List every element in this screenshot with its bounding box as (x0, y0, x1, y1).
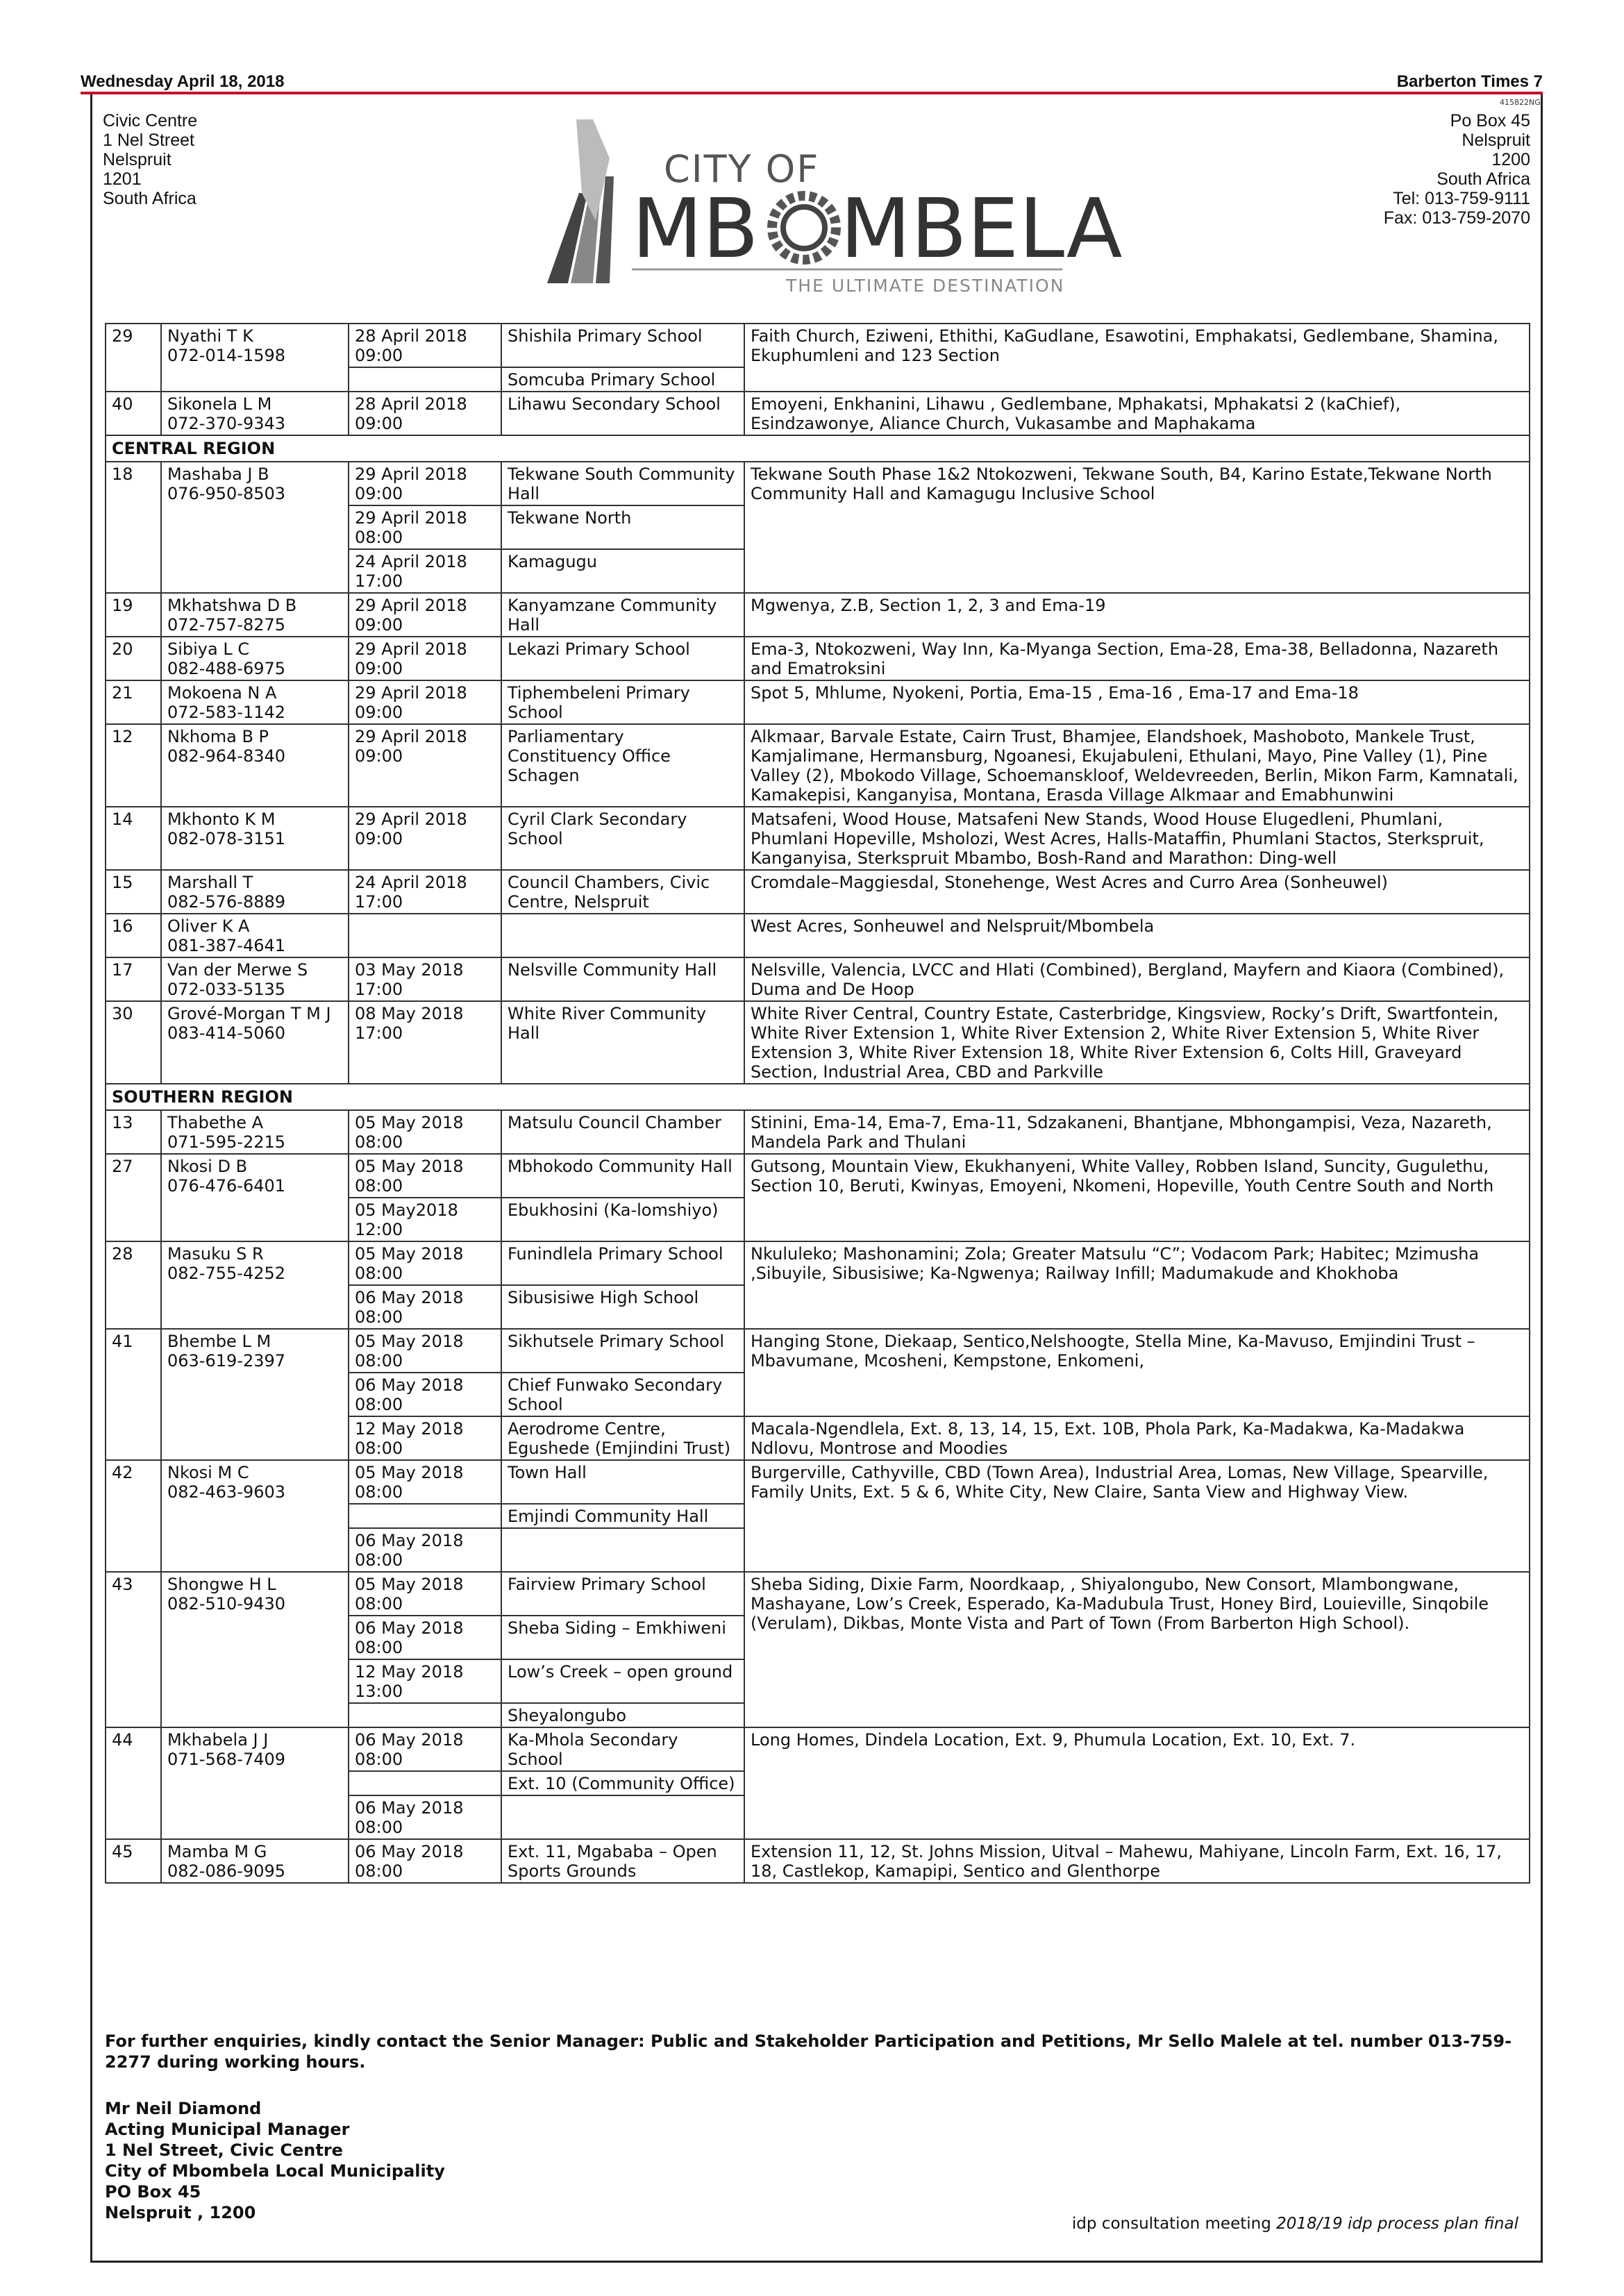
session-venue: Cyril Clark Secondary School (501, 807, 744, 870)
signoff-line: PO Box 45 (105, 2182, 201, 2202)
session-datetime (349, 1001, 501, 1084)
logo-tagline: THE ULTIMATE DESTINATION (786, 276, 1065, 296)
session-time: 08:00 (355, 1550, 403, 1570)
councillor-cell (161, 957, 349, 1001)
session-time: 09:00 (355, 746, 403, 766)
councillor-phone: 082-755-4252 (167, 1264, 286, 1283)
session-date: 08 May 2018 (355, 1004, 464, 1023)
ad-code: 415822NG (1500, 98, 1541, 107)
session-time: 08:00 (355, 1176, 403, 1196)
areas-covered: Extension 11, 12, St. Johns Mission, Uitval – Mahewu, Mahiyane, Lincoln Farm, Ext. 16, 17, 18, Castlekop, Kamapipi, Sentico and Glenthorpe (744, 1839, 1530, 1883)
session-venue: Mbhokodo Community Hall (501, 1154, 744, 1198)
session-datetime (349, 324, 501, 367)
session-date: 05 May 2018 (355, 1157, 464, 1176)
councillor-name: Nkosi D B (167, 1157, 248, 1176)
session-date: 29 April 2018 (355, 639, 467, 659)
reference-label: idp consultation meeting (1071, 2215, 1277, 2233)
councillor-cell (161, 1727, 349, 1839)
session-time: 09:00 (355, 829, 403, 848)
areas-covered: Faith Church, Eziweni, Ethithi, KaGudlane, Esawotini, Emphakatsi, Gedlembane, Shamina, Ekuphumleni and 123 Section (744, 324, 1530, 392)
areas-covered: Cromdale–Maggiesdal, Stonehenge, West Acres and Curro Area (Sonheuwel) (744, 870, 1530, 914)
councillor-cell (161, 724, 349, 807)
session-date: 29 April 2018 (355, 596, 467, 615)
councillor-cell (161, 914, 349, 957)
session-time: 08:00 (355, 1439, 403, 1458)
session-time: 17:00 (355, 1023, 403, 1043)
session-date: 29 April 2018 (355, 683, 467, 703)
session-datetime (349, 870, 501, 914)
ward-number: 42 (106, 1460, 161, 1572)
ward-row (106, 914, 1530, 957)
councillor-name: Bhembe L M (167, 1332, 271, 1351)
session-venue: Sheba Siding – Emkhiweni (501, 1616, 744, 1659)
session-datetime (349, 1198, 501, 1241)
session-datetime (349, 1572, 501, 1616)
session-time: 08:00 (355, 1638, 403, 1657)
logo-city-of: CITY OF (664, 147, 820, 191)
region-heading: CENTRAL REGION (106, 435, 1530, 462)
session-datetime (349, 1703, 501, 1727)
ward-number: 14 (106, 807, 161, 870)
councillor-name: Mkhabela J J (167, 1730, 269, 1750)
ward-row (106, 392, 1530, 435)
region-heading: SOUTHERN REGION (106, 1084, 1530, 1110)
ward-row (106, 724, 1530, 807)
address-line: Nelspruit (1462, 131, 1530, 150)
areas-covered: Nkululeko; Mashonamini; Zola; Greater Matsulu “C”; Vodacom Park; Habitec; Mzimusha ,Sibuyile, Sibusisiwe; Ka-Ngwenya; Railway Infill; Madumakude and Khokhoba (744, 1241, 1530, 1329)
session-datetime (349, 957, 501, 1001)
councillor-phone: 082-510-9430 (167, 1594, 286, 1614)
ward-row (106, 870, 1530, 914)
councillor-name: Sikonela L M (167, 394, 272, 414)
consultation-schedule-table (105, 323, 1530, 1884)
ward-number: 45 (106, 1839, 161, 1883)
session-datetime (349, 1795, 501, 1839)
session-venue: Ext. 11, Mgababa – Open Sports Grounds (501, 1839, 744, 1883)
ward-row (106, 324, 1530, 367)
session-time: 17:00 (355, 980, 403, 999)
session-venue: Parliamentary Constituency Office Schagen (501, 724, 744, 807)
session-venue: Funindlela Primary School (501, 1241, 744, 1285)
councillor-phone: 076-476-6401 (167, 1176, 286, 1196)
session-datetime (349, 807, 501, 870)
session-datetime (349, 1154, 501, 1198)
session-time: 17:00 (355, 571, 403, 591)
session-time: 08:00 (355, 1818, 403, 1837)
session-time: 13:00 (355, 1682, 403, 1701)
logo-mbela: MBELA (840, 181, 1123, 276)
session-venue: Ext. 10 (Community Office) (501, 1771, 744, 1795)
session-date: 06 May 2018 (355, 1531, 464, 1550)
session-date: 29 April 2018 (355, 464, 467, 484)
masthead-date: Wednesday April 18, 2018 (81, 72, 285, 91)
session-datetime (349, 724, 501, 807)
session-date: 06 May 2018 (355, 1730, 464, 1750)
councillor-name: Nkosi M C (167, 1463, 249, 1482)
session-venue: Lekazi Primary School (501, 637, 744, 680)
session-venue: Matsulu Council Chamber (501, 1110, 744, 1154)
ward-number: 17 (106, 957, 161, 1001)
councillor-phone: 072-033-5135 (167, 980, 286, 999)
session-date: 05 May 2018 (355, 1332, 464, 1351)
session-venue: Kamagugu (501, 549, 744, 593)
session-venue (501, 1795, 744, 1839)
councillor-cell (161, 324, 349, 392)
session-venue: Sibusisiwe High School (501, 1285, 744, 1329)
session-datetime (349, 367, 501, 392)
session-venue: Emjindi Community Hall (501, 1504, 744, 1528)
address-line: South Africa (103, 189, 196, 208)
session-datetime (349, 593, 501, 637)
ward-row (106, 1154, 1530, 1198)
areas-covered: Stinini, Ema-14, Ema-7, Ema-11, Sdzakaneni, Bhantjane, Mbhongampisi, Veza, Nazareth, Mandela Park and Thulani (744, 1110, 1530, 1154)
ward-row (106, 1110, 1530, 1154)
councillor-cell (161, 593, 349, 637)
ward-number: 15 (106, 870, 161, 914)
session-venue: Sheyalongubo (501, 1703, 744, 1727)
ward-number: 21 (106, 680, 161, 724)
ward-row (106, 1329, 1530, 1373)
session-time: 08:00 (355, 1307, 403, 1327)
areas-covered: Sheba Siding, Dixie Farm, Noordkaap, , Shiyalongubo, New Consort, Mlambongwane, Mashayane, Low’s Creek, Esperado, Ka-Madubula Trust, Honey Bird, Louieville, Sinqobile (Verulam), Dikbas, Monte Vista and Part of Town (From Barberton High School). (744, 1572, 1530, 1727)
session-time: 08:00 (355, 1264, 403, 1283)
session-time: 08:00 (355, 1351, 403, 1371)
ward-row (106, 637, 1530, 680)
signoff-line: Nelspruit , 1200 (105, 2203, 256, 2222)
session-venue: Council Chambers, Civic Centre, Nelspruit (501, 870, 744, 914)
session-date: 06 May 2018 (355, 1375, 464, 1395)
councillor-name: Sibiya L C (167, 639, 250, 659)
signoff-block (105, 2098, 445, 2223)
councillor-phone: 082-576-8889 (167, 892, 286, 912)
councillor-phone: 071-568-7409 (167, 1750, 286, 1769)
councillor-name: Nkhoma B P (167, 727, 269, 746)
ward-number: 28 (106, 1241, 161, 1329)
councillor-name: Mkhonto K M (167, 810, 276, 829)
session-venue: Aerodrome Centre, Egushede (Emjindini Trust) (501, 1416, 744, 1460)
session-datetime (349, 1285, 501, 1329)
session-date: 28 April 2018 (355, 394, 467, 414)
session-time: 09:00 (355, 703, 403, 722)
councillor-name: Mokoena N A (167, 683, 277, 703)
ward-row (106, 1727, 1530, 1771)
ward-number: 44 (106, 1727, 161, 1839)
ward-row (106, 1241, 1530, 1285)
session-date: 05 May 2018 (355, 1244, 464, 1264)
session-datetime (349, 1416, 501, 1460)
session-time: 08:00 (355, 528, 403, 547)
areas-covered: Alkmaar, Barvale Estate, Cairn Trust, Bhamjee, Elandshoek, Mashoboto, Mankele Trust, Kamjalimane, Hermansburg, Ngoanesi, Ekujabuleni, Ethulani, Mayo, Pine Valley (1), Pine Valley (2), Mbokodo Village, Schoemanskloof, Weldevreeden, Berlin, Mikon Farm, Kamnatali, Kamakepisi, Kanganyisa, Montana, Erasda Village Alkmaar and Emabhunwini (744, 724, 1530, 807)
session-venue: Chief Funwako Secondary School (501, 1373, 744, 1416)
enquiries-note: For further enquiries, kindly contact the Senior Manager: Public and Stakeholder Participation and Petitions, Mr Sello Malele at tel. number 013-759-2277 during working hours. (105, 2031, 1512, 2072)
session-date: 03 May 2018 (355, 960, 464, 980)
councillor-phone: 082-086-9095 (167, 1861, 286, 1881)
session-venue: Somcuba Primary School (501, 367, 744, 392)
councillor-cell (161, 870, 349, 914)
address-line: Fax: 013-759-2070 (1383, 208, 1530, 228)
areas-covered: Burgerville, Cathyville, CBD (Town Area), Industrial Area, Lomas, New Village, Spearville, Family Units, Ext. 5 & 6, White City, New Claire, Santa View and Highway View. (744, 1460, 1530, 1572)
session-time: 08:00 (355, 1594, 403, 1614)
session-datetime (349, 1771, 501, 1795)
address-line: Nelspruit (103, 150, 171, 169)
ward-number: 40 (106, 392, 161, 435)
ward-row (106, 957, 1530, 1001)
councillor-cell (161, 637, 349, 680)
ward-number: 27 (106, 1154, 161, 1241)
session-datetime (349, 1241, 501, 1285)
councillor-name: Oliver K A (167, 916, 250, 936)
address-line: 1 Nel Street (103, 131, 195, 150)
councillor-name: Shongwe H L (167, 1575, 276, 1594)
session-date: 06 May 2018 (355, 1798, 464, 1818)
councillor-phone: 082-964-8340 (167, 746, 286, 766)
councillor-cell (161, 1154, 349, 1241)
session-venue: Kanyamzane Community Hall (501, 593, 744, 637)
areas-covered: Macala-Ngendlela, Ext. 8, 13, 14, 15, Ext. 10B, Phola Park, Ka-Madakwa, Ka-Madakwa Ndlovu, Montrose and Moodies (744, 1416, 1530, 1460)
areas-covered: Mgwenya, Z.B, Section 1, 2, 3 and Ema-19 (744, 593, 1530, 637)
councillor-name: Grové-Morgan T M J (167, 1004, 331, 1023)
session-time: 17:00 (355, 892, 403, 912)
session-date: 05 May 2018 (355, 1463, 464, 1482)
reference-title: 2018/19 idp process plan final (1276, 2215, 1518, 2233)
session-datetime (349, 1504, 501, 1528)
ward-number: 41 (106, 1329, 161, 1460)
councillor-name: Van der Merwe S (167, 960, 308, 980)
session-venue: Tiphembeleni Primary School (501, 680, 744, 724)
ward-number: 18 (106, 462, 161, 593)
ward-number: 29 (106, 324, 161, 392)
session-datetime (349, 1839, 501, 1883)
session-datetime (349, 1110, 501, 1154)
ward-row (106, 1572, 1530, 1616)
session-datetime (349, 1659, 501, 1703)
session-time: 08:00 (355, 1132, 403, 1152)
areas-covered: Ema-3, Ntokozweni, Way Inn, Ka-Myanga Section, Ema-28, Ema-38, Belladonna, Nazareth and Ematroksini (744, 637, 1530, 680)
address-line: Po Box 45 (1450, 111, 1530, 131)
ward-number: 16 (106, 914, 161, 957)
session-venue: Sikhutsele Primary School (501, 1329, 744, 1373)
session-date: 06 May 2018 (355, 1288, 464, 1307)
session-date: 24 April 2018 (355, 552, 467, 571)
signoff-line: Acting Municipal Manager (105, 2120, 350, 2139)
address-line: 1201 (103, 169, 142, 189)
councillor-phone: 076-950-8503 (167, 484, 286, 503)
session-venue: Ka-Mhola Secondary School (501, 1727, 744, 1771)
councillor-phone: 072-583-1142 (167, 703, 286, 722)
session-datetime (349, 1329, 501, 1373)
session-time: 09:00 (355, 615, 403, 635)
areas-covered: Hanging Stone, Diekaap, Sentico,Nelshoogte, Stella Mine, Ka-Mavuso, Emjindini Trust – Mbavumane, Mcosheni, Kempstone, Enkomeni, (744, 1329, 1530, 1416)
session-date: 06 May 2018 (355, 1618, 464, 1638)
session-datetime (349, 549, 501, 593)
signoff-line: City of Mbombela Local Municipality (105, 2161, 445, 2181)
session-date: 05 May2018 (355, 1200, 458, 1220)
city-of-mbombela-logo (528, 110, 1123, 297)
ward-number: 13 (106, 1110, 161, 1154)
session-venue: White River Community Hall (501, 1001, 744, 1084)
councillor-phone: 063-619-2397 (167, 1351, 286, 1371)
session-datetime (349, 505, 501, 549)
councillor-phone: 072-014-1598 (167, 346, 286, 365)
areas-covered: West Acres, Sonheuwel and Nelspruit/Mbombela (744, 914, 1530, 957)
address-line: South Africa (1437, 169, 1530, 189)
session-date: 12 May 2018 (355, 1662, 464, 1682)
councillor-name: Nyathi T K (167, 326, 253, 346)
session-datetime (349, 462, 501, 505)
ward-number: 19 (106, 593, 161, 637)
session-venue: Low’s Creek – open ground (501, 1659, 744, 1703)
councillor-name: Mkhatshwa D B (167, 596, 297, 615)
councillor-cell (161, 392, 349, 435)
areas-covered: Gutsong, Mountain View, Ekukhanyeni, White Valley, Robben Island, Suncity, Gugulethu, Section 10, Beruti, Kwinyas, Emoyeni, Nkomeni, Hopeville, Youth Centre South and North (744, 1154, 1530, 1241)
address-line: Civic Centre (103, 111, 198, 131)
session-venue: Fairview Primary School (501, 1572, 744, 1616)
session-time: 09:00 (355, 484, 403, 503)
session-datetime (349, 1460, 501, 1504)
councillor-phone: 082-488-6975 (167, 659, 286, 678)
councillor-phone: 072-370-9343 (167, 414, 286, 433)
session-datetime (349, 1727, 501, 1771)
logo-mb: MB (632, 181, 759, 276)
region-header-row (106, 1084, 1530, 1110)
councillor-cell (161, 1110, 349, 1154)
session-date: 29 April 2018 (355, 508, 467, 528)
councillor-name: Mashaba J B (167, 464, 269, 484)
session-date: 05 May 2018 (355, 1113, 464, 1132)
councillor-name: Marshall T (167, 873, 253, 892)
ward-row (106, 807, 1530, 870)
signoff-line: Mr Neil Diamond (105, 2099, 262, 2118)
councillor-cell (161, 1241, 349, 1329)
session-venue: Ebukhosini (Ka-lomshiyo) (501, 1198, 744, 1241)
session-venue: Nelsville Community Hall (501, 957, 744, 1001)
document-reference (1072, 2215, 1518, 2233)
areas-covered: Nelsville, Valencia, LVCC and Hlati (Combined), Bergland, Mayfern and Kiaora (Combined), Duma and De Hoop (744, 957, 1530, 1001)
areas-covered: Long Homes, Dindela Location, Ext. 9, Phumula Location, Ext. 10, Ext. 7. (744, 1727, 1530, 1839)
session-datetime (349, 392, 501, 435)
session-venue (501, 914, 744, 957)
areas-covered: Matsafeni, Wood House, Matsafeni New Stands, Wood House Elugedleni, Phumlani, Phumlani Hopeville, Msholozi, West Acres, Halls-Mataffin, Phumlani Stactos, Sterkspruit, Kanganyisa, Sterkspruit Mbambo, Bosh-Rand and Marathon: Ding-well (744, 807, 1530, 870)
address-right (1384, 111, 1530, 228)
councillor-phone: 083-414-5060 (167, 1023, 286, 1043)
session-venue: Tekwane North (501, 505, 744, 549)
councillor-phone: 082-078-3151 (167, 829, 286, 848)
session-venue (501, 1528, 744, 1572)
session-datetime (349, 1528, 501, 1572)
councillor-cell (161, 1460, 349, 1572)
ward-number: 20 (106, 637, 161, 680)
councillor-name: Thabethe A (167, 1113, 264, 1132)
session-date: 05 May 2018 (355, 1575, 464, 1594)
councillor-name: Mamba M G (167, 1842, 267, 1861)
session-datetime (349, 680, 501, 724)
session-date: 12 May 2018 (355, 1419, 464, 1439)
councillor-cell (161, 462, 349, 593)
areas-covered: White River Central, Country Estate, Casterbridge, Kingsview, Rocky’s Drift, Swartfontein, White River Extension 1, White River Extension 2, White River Extension 5, White River Extension 3, White River Extension 18, White River Extension 6, Colts Hill, Graveyard Section, Industrial Area, CBD and Parkville (744, 1001, 1530, 1084)
areas-covered: Spot 5, Mhlume, Nyokeni, Portia, Ema-15 , Ema-16 , Ema-17 and Ema-18 (744, 680, 1530, 724)
session-venue: Shishila Primary School (501, 324, 744, 367)
session-date: 29 April 2018 (355, 727, 467, 746)
ward-row (106, 1460, 1530, 1504)
session-date: 06 May 2018 (355, 1842, 464, 1861)
councillor-cell (161, 1839, 349, 1883)
session-time: 09:00 (355, 346, 403, 365)
session-time: 09:00 (355, 414, 403, 433)
gear-icon (772, 196, 836, 260)
session-datetime (349, 914, 501, 957)
session-datetime (349, 1373, 501, 1416)
ward-number: 12 (106, 724, 161, 807)
councillor-cell (161, 680, 349, 724)
ward-row (106, 462, 1530, 505)
ward-number: 30 (106, 1001, 161, 1084)
session-time: 12:00 (355, 1220, 403, 1239)
councillor-cell (161, 807, 349, 870)
session-date: 28 April 2018 (355, 326, 467, 346)
ward-row (106, 1839, 1530, 1883)
session-venue: Lihawu Secondary School (501, 392, 744, 435)
areas-covered: Emoyeni, Enkhanini, Lihawu , Gedlembane, Mphakatsi, Mphakatsi 2 (kaChief), Esindzawonye, Aliance Church, Vukasambe and Maphakama (744, 392, 1530, 435)
councillor-cell (161, 1572, 349, 1727)
session-time: 08:00 (355, 1395, 403, 1414)
ward-row (106, 1001, 1530, 1084)
councillor-cell (161, 1329, 349, 1460)
address-left (103, 111, 197, 208)
session-date: 24 April 2018 (355, 873, 467, 892)
session-time: 09:00 (355, 659, 403, 678)
session-time: 08:00 (355, 1482, 403, 1502)
session-datetime (349, 637, 501, 680)
masthead-paper: Barberton Times 7 (1396, 72, 1543, 91)
ward-number: 43 (106, 1572, 161, 1727)
councillor-name: Masuku S R (167, 1244, 264, 1264)
session-time: 08:00 (355, 1861, 403, 1881)
session-venue: Tekwane South Community Hall (501, 462, 744, 505)
session-venue: Town Hall (501, 1460, 744, 1504)
session-date: 29 April 2018 (355, 810, 467, 829)
councillor-phone: 071-595-2215 (167, 1132, 286, 1152)
councillor-phone: 082-463-9603 (167, 1482, 286, 1502)
masthead (81, 69, 1543, 94)
session-time: 08:00 (355, 1750, 403, 1769)
session-datetime (349, 1616, 501, 1659)
address-line: Tel: 013-759-9111 (1393, 189, 1530, 208)
councillor-phone: 072-757-8275 (167, 615, 286, 635)
councillor-phone: 081-387-4641 (167, 936, 286, 955)
areas-covered: Tekwane South Phase 1&2 Ntokozweni, Tekwane South, B4, Karino Estate,Tekwane North Community Hall and Kamagugu Inclusive School (744, 462, 1530, 593)
ward-row (106, 680, 1530, 724)
region-header-row (106, 435, 1530, 462)
councillor-cell (161, 1001, 349, 1084)
address-line: 1200 (1491, 150, 1530, 169)
ward-row (106, 593, 1530, 637)
signoff-line: 1 Nel Street, Civic Centre (105, 2140, 343, 2160)
